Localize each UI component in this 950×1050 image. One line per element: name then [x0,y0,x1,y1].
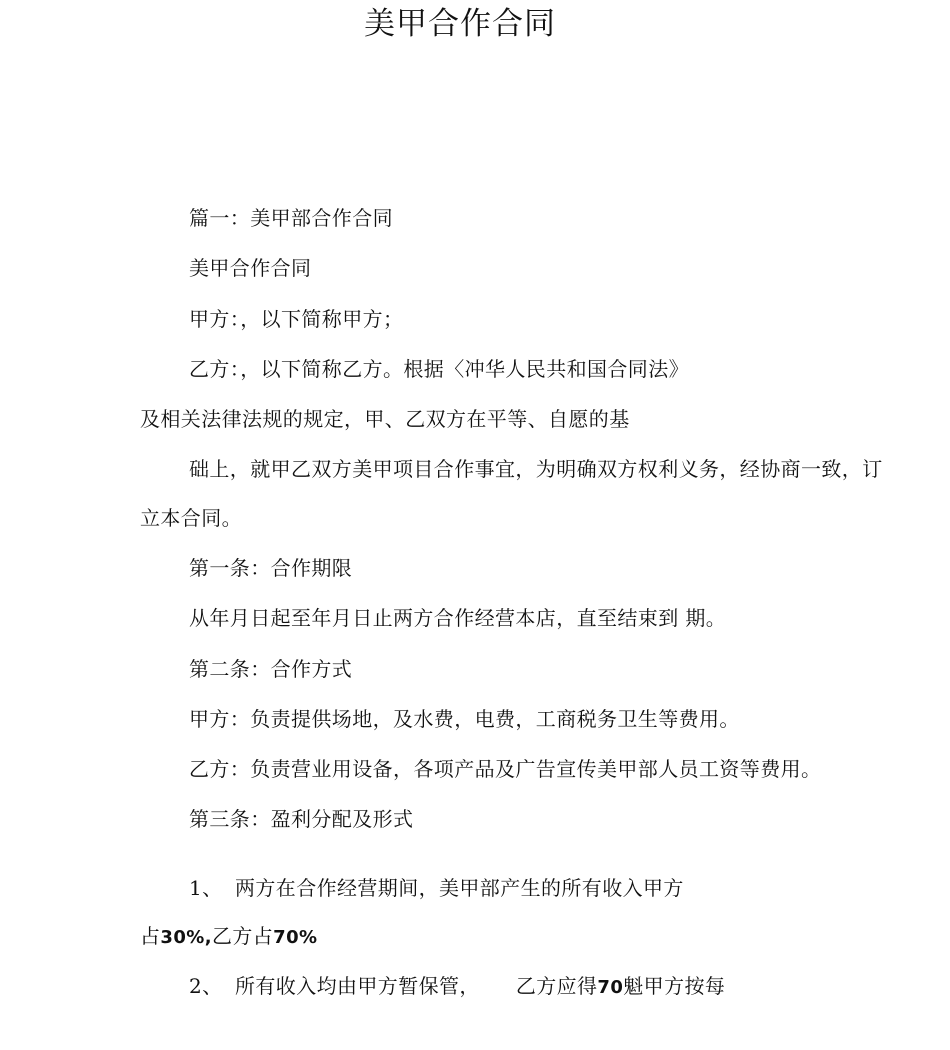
paragraph-line: 础上，就甲乙双方美甲项目合作事宜，为明确双方权利义务，经协商一致，订 [189,457,883,481]
list-item [189,971,725,1003]
party-b-line: 乙方：，以下简称乙方。根据〈冲华人民共和国合同法》 [189,357,689,381]
percentage-value: 30%, [160,927,212,948]
list-item-text: 乙方应得 [515,974,598,998]
percentage-value: 70% [273,927,318,948]
list-item-text: 魁甲方按每 [623,974,726,998]
document-title: 美甲合作合同 [364,6,556,42]
section-heading: 篇一：美甲部合作合同 [189,206,393,230]
list-item-text: 所有收入均由甲方暂保管， [235,974,480,998]
text-fragment: 占 [140,924,161,948]
paragraph-line: 乙方：负责营业用设备，各项产品及广告宣传美甲部人员工资等费用。 [189,757,822,781]
article-heading: 第三条：盈利分配及形式 [189,807,414,831]
paragraph-line: 从年月日起至年月日止两方合作经营本店，直至结束到 期。 [189,606,727,630]
list-item-continuation [140,921,317,953]
list-item-number: 1、 [189,876,223,900]
party-a-line: 甲方：，以下简称甲方； [189,307,404,331]
paragraph-line: 立本合同。 [140,506,242,530]
contract-subtitle: 美甲合作合同 [189,256,312,280]
paragraph-line: 甲方：负责提供场地，及水费，电费，工商税务卫生等费用。 [189,707,740,731]
text-fragment: 乙方占 [211,924,274,948]
article-heading: 第一条：合作期限 [189,556,353,580]
paragraph-line: 及相关法律法规的规定，甲、乙双方在平等、自愿的基 [140,407,630,431]
list-item [189,873,684,903]
list-item-number: 2、 [189,974,223,998]
article-heading: 第二条：合作方式 [189,657,353,681]
list-item-text: 两方在合作经营期间，美甲部产生的所有收入甲方 [235,876,684,900]
numeric-value: 70 [597,977,624,998]
